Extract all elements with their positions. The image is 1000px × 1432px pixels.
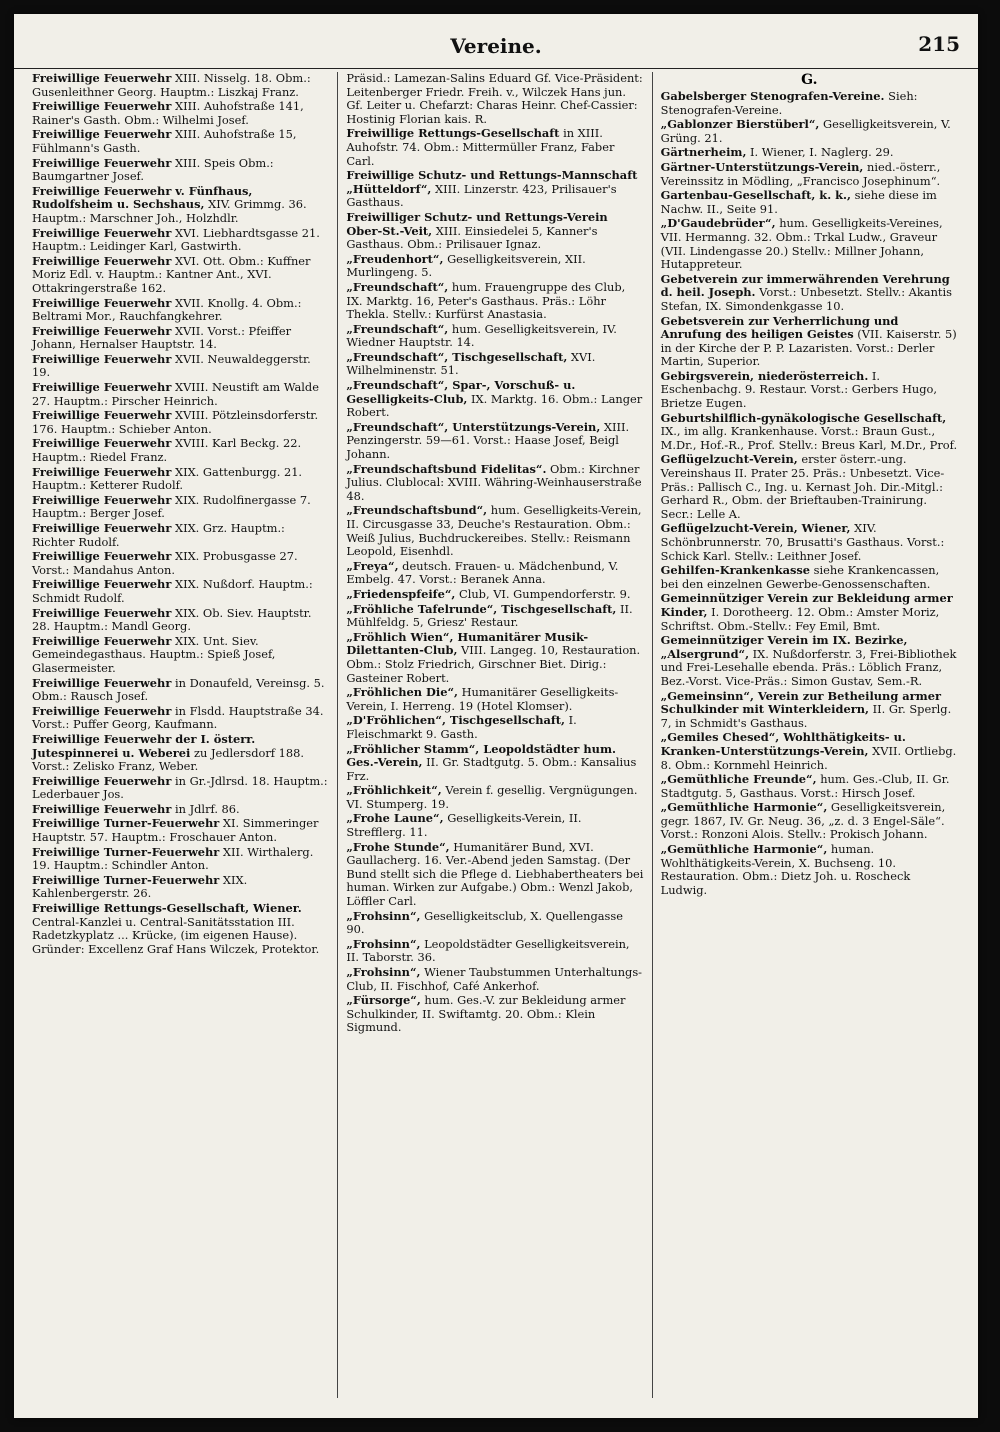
entry-heading: „Freundschaft“, Unterstützungs-Verein, [346, 419, 601, 434]
entry-details: hum. Ges.-V. zur Bekleidung armer Schulkinder, II. Swiftamtg. 20. Obm.: Klein Sigmund. [346, 993, 626, 1035]
entry-details: XI. Simmeringer Hauptstr. 57. Hauptm.: Froschauer Anton. [32, 816, 319, 845]
directory-entry [32, 522, 329, 549]
entry-details: XIII. Auhofstraße 15, Fühlmann's Gasth. [32, 127, 297, 155]
entry-details: XIII. Einsiedelei 5, Kanner's Gasthaus. Obm.: Prilisauer Ignaz. [346, 223, 598, 252]
directory-entry [32, 902, 329, 956]
directory-entry [32, 100, 329, 127]
entry-heading: Freiwillige Feuerwehr [32, 253, 172, 268]
entry-heading: Gehilfen-Krankenkasse [660, 563, 811, 578]
directory-entry [661, 773, 958, 800]
directory-entry [32, 128, 329, 155]
directory-entry [661, 189, 958, 216]
entry-details: XVIII. Karl Beckg. 22. Hauptm.: Riedel Franz. [32, 436, 302, 465]
entry-details: hum. Geselligkeits-Verein, II. Circusgasse 33, Deuche's Restauration. Obm.: Weiß Julius, Buchdruckereibes. Stellv.: Reismann Leopold, Eisenhdl. [346, 503, 642, 559]
entry-details: hum. Frauengruppe des Club, IX. Marktg. 16, Peter's Gasthaus. Präs.: Löhr Thekla. Stellv.: Kurfürst Anastasia. [346, 279, 626, 322]
entry-heading: Freiwillige Feuerwehr [32, 801, 172, 816]
entry-details: XIII. Linzerstr. 423, Prilisauer's Gasthaus. [346, 181, 617, 210]
entry-heading: „D'Gaudebrüder“, [660, 216, 776, 231]
entry-heading: Gebetverein zur immerwährenden Verehrung d. heil. Joseph. [660, 271, 950, 300]
entry-heading: „Freudenhort“, [346, 251, 444, 266]
directory-entry [346, 910, 643, 937]
entry-heading: Gebetsverein zur Verherrlichung und Anrufung des heiligen Geistes [660, 313, 899, 342]
entry-details: human. Wohlthätigkeits-Verein, X. Buchseng. 10. Restauration. Obm.: Dietz Joh. u. Roscheck Ludwig. [660, 842, 911, 897]
directory-entry [661, 412, 958, 453]
directory-entry [32, 874, 329, 901]
entry-details: I. Eschenbachg. 9. Restaur. Vorst.: Gerbers Hugo, Brietze Eugen. [660, 368, 937, 411]
directory-entry [346, 841, 643, 909]
entry-heading: Freiwillige Feuerwehr [32, 521, 172, 535]
entry-heading: Freiwillige Feuerwehr [32, 703, 172, 718]
entry-details: Central-Kanzlei u. Central-Sanitätsstation III. Radetzkyplatz ... Krücke, (im eigenen Hause). Gründer: Excellenz Graf Hans Wilczek, Protektor. [32, 914, 320, 956]
directory-entry [32, 846, 329, 873]
directory-entry [32, 255, 329, 296]
entry-heading: Freiwillige Feuerwehr [32, 436, 172, 451]
directory-entry [346, 784, 643, 811]
directory-entry [661, 592, 958, 633]
entry-details: XVIII. Pötzleinsdorferstr. 176. Hauptm.: Schieber Anton. [32, 408, 319, 436]
entry-details: XVI. Liebhardtsgasse 21. Hauptm.: Leidinger Karl, Gastwirth. [32, 225, 320, 254]
entry-details: in Donaufeld, Vereinsg. 5. Obm.: Rausch Josef. [32, 675, 325, 704]
directory-entry [661, 731, 958, 772]
page-header [14, 28, 978, 69]
entry-heading: Freiwillige Feuerwehr [32, 225, 172, 240]
column-2 [338, 72, 652, 1398]
entry-details: XIX. Unt. Siev. Gemeindegasthaus. Hauptm.: Spieß Josef, Glasermeister. [32, 633, 276, 675]
entry-details: I. Dorotheerg. 12. Obm.: Amster Moriz, Schriftst. Obm.-Stellv.: Fey Emil, Bmt. [660, 604, 940, 633]
entry-heading: „Gemüthliche Harmonie“, [660, 842, 828, 857]
entry-heading: Freiwillige Feuerwehr [32, 605, 172, 620]
directory-entry [32, 297, 329, 324]
entry-details: in XIII. Auhofstr. 74. Obm.: Mittermüller Franz, Faber Carl. [346, 126, 615, 168]
entry-heading: Gemeinnütziger Verein zur Bekleidung armer Kinder, [660, 591, 953, 619]
entry-heading: Geflügelzucht-Verein, Wiener, [660, 521, 851, 536]
entry-heading: „Gemiles Chesed“, Wohlthätigkeits- u. Kranken-Unterstützungs-Verein, [660, 730, 906, 758]
entry-heading: Freiwillige Feuerwehr [32, 492, 172, 507]
entry-heading: „Fröhlichen Die“, [346, 685, 458, 700]
entry-heading: „Frohsinn“, [346, 965, 421, 979]
directory-entry [346, 211, 643, 252]
entry-details: in Gr.-Jdlrsd. 18. Hauptm.: Lederbauer Jos. [32, 773, 328, 802]
entry-heading: Freiwillige Feuerwehr [32, 72, 172, 85]
entry-heading: „Freundschaft“, Spar-, Vorschuß- u. Geselligkeits-Club, [346, 378, 576, 406]
entry-details: Humanitärer Geselligkeits-Verein, I. Herreng. 19 (Hotel Klomser). [346, 685, 619, 713]
columns-container [24, 72, 966, 1398]
directory-entry [32, 437, 329, 464]
entry-heading: „Friedenspfeife“, [346, 586, 456, 601]
directory-entry [346, 686, 643, 713]
entry-details: I. Fleischmarkt 9. Gasth. [346, 713, 577, 741]
entry-details: XIX. Nußdorf. Hauptm.: Schmidt Rudolf. [32, 577, 313, 605]
entry-details: XVII. Vorst.: Pfeiffer Johann, Hernalser Hauptstr. 14. [32, 323, 292, 352]
entry-details: XII. Wirthalerg. 19. Hauptm.: Schindler Anton. [32, 844, 314, 873]
entry-details: Geselligkeitsverein, gegr. 1867, IV. Gr. Neug. 36, „z. d. 3 Engel-Säle“. Vorst.: Ronzoni Alois. Stellv.: Prokisch Johann. [660, 800, 946, 842]
directory-entry [32, 157, 329, 184]
entry-details: Obm.: Kirchner Julius. Clublocal: XVIII. Währing-Weinhauserstraße 48. [346, 461, 642, 503]
directory-entry [32, 381, 329, 408]
entry-heading: Freiwillige Feuerwehr [32, 773, 172, 788]
entry-details: XVI. Wilhelminenstr. 51. [346, 349, 596, 378]
directory-entry [32, 409, 329, 436]
entry-details: VIII. Langeg. 10, Restauration. Obm.: Stolz Friedrich, Girschner Biet. Dirig.: Gasteiner Robert. [346, 643, 641, 685]
directory-entry [346, 743, 643, 784]
directory-entry [661, 161, 958, 188]
entry-heading: Freiwillige Feuerwehr [32, 323, 172, 338]
directory-entry [32, 72, 329, 99]
entry-heading: Freiwillige Turner-Feuerwehr [32, 816, 220, 831]
entry-heading: „Gemüthliche Harmonie“, [660, 800, 828, 815]
entry-heading: „Fröhliche Tafelrunde“, Tischgesellschaft, [346, 601, 617, 616]
entry-heading: Geflügelzucht-Verein, [660, 452, 798, 467]
directory-entry [346, 379, 643, 420]
entry-details: in Jdlrf. 86. [171, 801, 240, 816]
directory-entry [346, 323, 643, 350]
entry-details: hum. Ges.-Club, II. Gr. Stadtgutg. 5, Gasthaus. Vorst.: Hirsch Josef. [660, 772, 950, 800]
directory-entry [661, 690, 958, 731]
directory-entry [346, 603, 643, 630]
entry-heading: Freiwillige Feuerwehr [32, 155, 172, 170]
entry-details: Geselligkeits-Verein, II. Strefflerg. 11. [346, 811, 582, 840]
entry-details: I. Wiener, I. Naglerg. 29. [746, 145, 894, 160]
entry-heading: „Frohe Laune“, [346, 811, 444, 826]
entry-details: siehe diese im Nachw. II., Seite 91. [660, 188, 937, 216]
entry-details: Vorst.: Unbesetzt. Stellv.: Akantis Stefan, IX. Simondenkgasse 10. [660, 285, 952, 313]
entry-heading: „Freya“, [346, 558, 399, 573]
entry-details: XIX. Probusgasse 27. Vorst.: Mandahus Anton. [32, 549, 298, 577]
directory-entry [661, 315, 958, 369]
entry-details: XVI. Ott. Obm.: Kuffner Moriz Edl. v. Hauptm.: Kantner Ant., XVI. Ottakringerstraße 162. [32, 253, 311, 295]
directory-entry [32, 466, 329, 493]
directory-entry [32, 705, 329, 732]
page-title: Vereine. [450, 34, 542, 58]
directory-entry [346, 421, 643, 462]
directory-entry [32, 227, 329, 254]
entry-heading: „Freundschaft“, Tischgesellschaft, [346, 349, 568, 364]
entry-heading: „D'Fröhlichen“, Tischgesellschaft, [346, 713, 565, 728]
entry-details: XIII. Penzingerstr. 59—61. Vorst.: Haase Josef, Beigl Johann. [346, 419, 630, 462]
directory-entry [661, 118, 958, 145]
entry-details: hum. Geselligkeits-Vereines, VII. Hermanng. 32. Obm.: Trkal Ludw., Graveur (VII. Lindengasse 20.) Stellv.: Millner Johann, Hutappreteur. [660, 216, 943, 272]
entry-heading: Freiwillige Feuerwehr [32, 633, 172, 648]
directory-entry [661, 801, 958, 842]
directory-entry [661, 273, 958, 314]
entry-heading: „Freundschaft“, [346, 321, 449, 336]
entry-heading: „Fürsorge“, [346, 993, 421, 1008]
column-3 [653, 72, 966, 1398]
entry-details: II. Gr. Sperlg. 7, in Schmidt's Gasthaus. [660, 702, 952, 730]
directory-entry [32, 803, 329, 817]
directory-entry [32, 494, 329, 521]
entry-details: XIII. Speis Obm.: Baumgartner Josef. [32, 155, 274, 184]
directory-entry [346, 714, 643, 741]
entry-heading: Freiwillige Feuerwehr [32, 295, 172, 310]
directory-entry [32, 677, 329, 704]
directory-entry [346, 994, 643, 1035]
entry-details: XIX. Grz. Hauptm.: Richter Rudolf. [32, 521, 285, 549]
entry-details: Wiener Taubstummen Unterhaltungs-Club, II. Fischhof, Café Ankerhof. [346, 965, 643, 993]
entry-details: Geselligkeitsverein, XII. Murlingeng. 5. [346, 251, 586, 280]
entry-heading: „Frohsinn“, [346, 936, 421, 951]
entry-heading: Freiwillige Feuerwehr [32, 127, 172, 142]
entry-heading: Geburtshilflich-gynäkologische Gesellschaft, [660, 410, 947, 425]
entry-details: XVIII. Neustift am Walde 27. Hauptm.: Pirscher Heinrich. [32, 380, 319, 408]
directory-entry [346, 253, 643, 280]
directory-entry [32, 353, 329, 380]
directory-entry [346, 938, 643, 965]
entry-heading: Freiwillige Turner-Feuerwehr [32, 844, 220, 859]
entry-details: in Flsdd. Hauptstraße 34. Vorst.: Puffer Georg, Kaufmann. [32, 703, 324, 732]
directory-entry [346, 812, 643, 839]
entry-details: XVII. Neuwaldeggerstr. 19. [32, 351, 311, 380]
entry-details: Geselligkeitsverein, V. Grüng. 21. [660, 117, 951, 145]
directory-entry [346, 351, 643, 378]
directory-entry [661, 90, 958, 117]
directory-entry [661, 634, 958, 688]
directory-entry [346, 966, 643, 993]
entry-details: XIX. Gattenburgg. 21. Hauptm.: Ketterer Rudolf. [32, 464, 303, 493]
entry-details: IX. Nußdorferstr. 3, Frei-Bibliothek und Frei-Lesehalle ebenda. Präs.: Löblich Franz, Bez.-Vorst. Vice-Präs.: Simon Gustav, Sem.-R. [660, 646, 957, 688]
entry-heading: Freiwillige Feuerwehr [32, 464, 172, 479]
directory-entry [32, 607, 329, 634]
entry-heading: Freiwillige Rettungs-Gesellschaft, Wiener. [32, 901, 302, 916]
entry-heading: Freiwillige Feuerwehr [32, 408, 172, 423]
entry-details: deutsch. Frauen- u. Mädchenbund, V. Embelg. 47. Vorst.: Beranek Anna. [346, 558, 619, 587]
directory-entry [661, 217, 958, 271]
entry-details: hum. Geselligkeitsverein, IV. Wiedner Hauptstr. 14. [346, 321, 617, 350]
directory-entry [32, 733, 329, 774]
section-letter: G. [801, 72, 818, 88]
entry-heading: Gärtnerheim, [660, 145, 747, 160]
entry-details: Humanitärer Bund, XVI. Gaullacherg. 16. Ver.-Abend jeden Samstag. (Der Bund stellt sich die Pflege d. Liebhabertheaters bei human. Wirken zur Aufgabe.) Obm.: Wenzl Jakob, Löffler Carl. [346, 839, 644, 909]
entry-heading: „Gemüthliche Freunde“, [660, 772, 817, 787]
directory-entry [346, 588, 643, 602]
directory-entry [346, 463, 643, 504]
entry-heading: „Freundschaft“, [346, 279, 449, 294]
entry-details: XIX. Kahlenbergerstr. 26. [32, 872, 248, 901]
directory-entry [346, 72, 643, 126]
entry-details: II. Mühlfeldg. 5, Griesz' Restaur. [346, 601, 633, 630]
directory-entry [346, 169, 643, 210]
entry-heading: „Freundschaftsbund“, [346, 503, 488, 518]
entry-heading: Freiwillige Rettungs-Gesellschaft [346, 126, 560, 141]
entry-details: Präsid.: Lamezan-Salins Eduard Gf. Vice-Präsident: Leitenberger Friedr. Freih. v., Wilczek Hans jun. Gf. Leiter u. Chefarzt: Charas Heinr. Chef-Cassier: Hostinig Florian kais. R. [346, 72, 643, 126]
directory-entry [32, 550, 329, 577]
directory-entry [661, 564, 958, 591]
entry-details: XIX. Ob. Siev. Hauptstr. 28. Hauptm.: Mandl Georg. [32, 605, 312, 634]
directory-entry [32, 635, 329, 676]
entry-heading: Freiwilliger Schutz- und Rettungs-Verein Ober-St.-Veit, [346, 209, 608, 238]
entry-details: erster österr.-ung. Vereinshaus II. Prater 25. Präs.: Unbesetzt. Vice-Präs.: Pallisch C., Ing. u. Kernast Joh. Dir.-Mitgl.: Gerhard R., Obm. der Brieftauben-Trainirung. Secr.: Lelle A. [660, 452, 945, 521]
entry-heading: „Fröhlicher Stamm“, Leopoldstädter hum. Ges.-Verein, [346, 741, 616, 770]
entry-details: Club, VI. Gumpendorferstr. 9. [455, 586, 631, 601]
entry-details: IX., im allg. Krankenhause. Vorst.: Braun Gust., M.Dr., Hof.-R., Prof. Stellv.: Breus Karl, M.Dr., Prof. [660, 424, 958, 452]
directory-entry [346, 560, 643, 587]
entry-details: (VII. Kaiserstr. 5) in der Kirche der P. P. Lazaristen. Vorst.: Derler Martin, Superior. [660, 327, 957, 369]
directory-entry [346, 281, 643, 322]
entry-heading: „Fröhlichkeit“, [346, 783, 442, 798]
entry-details: XIII. Auhofstraße 141, Rainer's Gasth. Obm.: Wilhelmi Josef. [32, 99, 304, 127]
entry-details: Geselligkeitsclub, X. Quellengasse 90. [346, 908, 623, 937]
entry-heading: Freiwillige Feuerwehr v. Fünfhaus, Rudolfsheim u. Sechshaus, [32, 183, 253, 212]
entry-details: II. Gr. Stadtgutg. 5. Obm.: Kansalius Frz. [346, 755, 637, 783]
column-1 [24, 72, 338, 1398]
entry-heading: „Freundschaftsbund Fidelitas“. [346, 461, 547, 476]
entry-details: Verein f. gesellig. Vergnügungen. VI. Stumperg. 19. [346, 783, 638, 811]
entry-heading: Freiwillige Feuerwehr [32, 99, 172, 114]
entry-details: XIV. Grimmg. 36. Hauptm.: Marschner Joh., Holzhdlr. [32, 197, 307, 225]
directory-entry [32, 185, 329, 226]
entry-details: IX. Marktg. 16. Obm.: Langer Robert. [346, 391, 643, 420]
directory-entry [661, 522, 958, 563]
entry-heading: „Fröhlich Wien“, Humanitärer Musik-Dilettanten-Club, [346, 629, 589, 658]
entry-details: XIX. Rudolfinergasse 7. Hauptm.: Berger Josef. [32, 492, 311, 521]
directory-entry [661, 370, 958, 411]
entry-details: XVII. Ortliebg. 8. Obm.: Kornmehl Heinrich. [660, 743, 957, 772]
entry-heading: Gabelsberger Stenografen-Vereine. [660, 89, 885, 103]
entry-heading: Freiwillige Feuerwehr [32, 380, 172, 395]
directory-entry [32, 325, 329, 352]
entry-details: XIII. Nisselg. 18. Obm.: Gusenleithner Georg. Hauptm.: Liszkaj Franz. [32, 72, 311, 99]
directory-entry [661, 453, 958, 521]
entry-heading: Freiwillige Schutz- und Rettungs-Mannschaft „Hütteldorf“, [346, 168, 638, 196]
entry-heading: Freiwillige Feuerwehr [32, 351, 172, 366]
entry-heading: Gemeinnütziger Verein im IX. Bezirke, „Alsergrund“, [660, 633, 908, 661]
entry-heading: „Frohe Stunde“, [346, 839, 450, 854]
entry-heading: Gartenbau-Gesellschaft, k. k., [660, 188, 851, 203]
entry-details: XVII. Knollg. 4. Obm.: Beltrami Mor., Rauchfangkehrer. [32, 295, 302, 324]
directory-entry [346, 127, 643, 168]
entry-heading: Freiwillige Feuerwehr der I. österr. Jutespinnerei u. Weberei [32, 731, 256, 760]
directory-entry [346, 631, 643, 685]
directory-entry [32, 578, 329, 605]
entry-heading: „Gablonzer Bierstüberl“, [660, 117, 820, 132]
entry-heading: Gebirgsverein, niederösterreich. [660, 368, 869, 383]
entry-details: zu Jedlersdorf 188. Vorst.: Zelisko Franz, Weber. [32, 745, 305, 774]
entry-details: Leopoldstädter Geselligkeitsverein, II. Taborstr. 36. [346, 936, 630, 965]
directory-entry [32, 817, 329, 844]
entry-details: XIV. Schönbrunnerstr. 70, Brusatti's Gasthaus. Vorst.: Schick Karl. Stellv.: Leithner Josef. [660, 521, 945, 563]
entry-details: Sieh: Stenografen-Vereine. [660, 89, 918, 117]
directory-entry [661, 146, 958, 160]
entry-heading: Freiwillige Feuerwehr [32, 577, 172, 592]
entry-heading: „Frohsinn“, [346, 908, 421, 923]
entry-details: siehe Krankencassen, bei den einzelnen Gewerbe-Genossenschaften. [660, 563, 940, 591]
entry-details: nied.-österr., Vereinssitz in Mödling, „Francisco Josephinum“. [660, 159, 941, 188]
directory-entry [661, 843, 958, 897]
directory-entry [346, 504, 643, 558]
entry-heading: Gärtner-Unterstützungs-Verein, [660, 159, 864, 174]
entry-heading: „Gemeinsinn“, Verein zur Betheilung armer Schulkinder mit Winterkleidern, [660, 688, 941, 717]
entry-heading: Freiwillige Turner-Feuerwehr [32, 872, 220, 887]
directory-entry [32, 775, 329, 802]
entry-heading: Freiwillige Feuerwehr [32, 675, 172, 690]
document-page [14, 14, 978, 1418]
page-number: 215 [918, 32, 960, 56]
entry-heading: Freiwillige Feuerwehr [32, 549, 172, 564]
